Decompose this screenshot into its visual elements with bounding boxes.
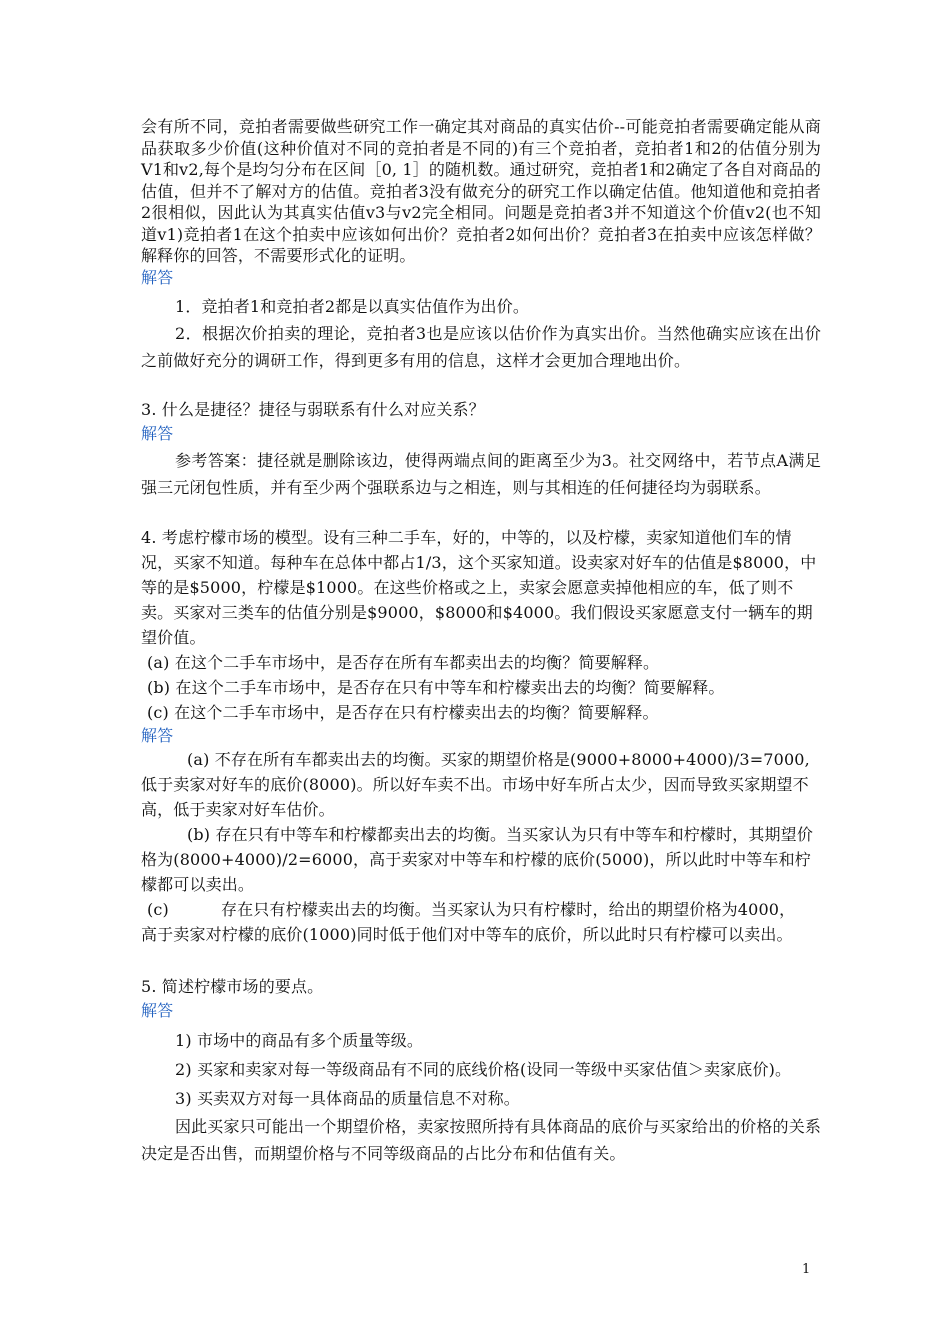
q4-sub-b: (b) 在这个二手车市场中，是否存在只有中等车和柠檬卖出去的均衡？简要解释。 — [147, 677, 725, 697]
answer-label: 解答 — [141, 1000, 174, 1020]
q4-answer-a: (a) 不存在所有车都卖出去的均衡。买家的期望价格是(9000+8000+4000)/3=7000, 低于卖家对好车的底价(8000)。所以好车卖不出。市场中好车所占太少，因而导致买家期望不高，低于卖家对好车估价。 — [141, 749, 810, 819]
q4-question: 4. 考虑柠檬市场的模型。设有三种二手车，好的，中等的，以及柠檬，卖家知道他们车的情况，买家不知道。每种车在总体中都占1/3，这个买家知道。设卖家对好车的估值是$8000，中等的是$5000，柠檬是$1000。在这些价格或之上，卖家会愿意卖掉他相应的车，低了则不卖。买家对三类车的估值分别是$9000，$8000和$4000。我们假设买家愿意支付一辆车的期望价值。 — [141, 527, 817, 647]
q3-answer: 参考答案：捷径就是删除该边，使得两端点间的距离至少为3。社交网络中，若节点A满足强三元闭包性质，并有至少两个强联系边与之相连，则与其相连的任何捷径均为弱联系。 — [141, 450, 821, 497]
q4-answer-c-line2: 高于卖家对柠檬的底价(1000)同时低于他们对中等车的底价，所以此时只有柠檬可以卖出。 — [141, 924, 793, 944]
q5-item-3: 3) 买卖双方对每一具体商品的质量信息不对称。 — [175, 1088, 520, 1108]
q2-question-text: 会有所不同，竞拍者需要做些研究工作一确定其对商品的真实估价--可能竞拍者需要确定能从商品获取多少价值(这种价值对不同的竞拍者是不同的)有三个竞拍者，竞拍者1和2的估值分别为V1和v2,每个是均匀分布在区间［0, 1］的随机数。通过研究，竞拍者1和2确定了各自对商品的估值，但并不了解对方的估值。竞拍者3没有做充分的研究工作以确定估值。他知道他和竞拍者2很相似，因此认为其真实估值v3与v2完全相同。问题是竞拍者3并不知道这个价值v2(也不知道v1)竞拍者1在这个拍卖中应该如何出价？竞拍者2如何出价？竞拍者3在拍卖中应该怎样做？解释你的回答，不需要形式化的证明。 — [141, 117, 821, 265]
page-number: 1 — [802, 1262, 811, 1277]
q2-answer-2: 2．根据次价拍卖的理论，竞拍者3也是应该以估价作为真实出价。当然他确实应该在出价之前做好充分的调研工作，得到更多有用的信息，这样才会更加合理地出价。 — [141, 323, 821, 370]
q5-conclusion: 因此买家只可能出一个期望价格，卖家按照所持有具体商品的底价与买家给出的价格的关系决定是否出售，而期望价格与不同等级商品的占比分布和估值有关。 — [141, 1116, 822, 1163]
q4-answer-b: (b) 存在只有中等车和柠檬都卖出去的均衡。当买家认为只有中等车和柠檬时，其期望价格为(8000+4000)/2=6000，高于卖家对中等车和柠檬的底价(5000)，所以此时中等车和柠檬都可以卖出。 — [141, 824, 813, 894]
q4-answer-c-label: (c) — [147, 899, 169, 919]
q5-item-1: 1) 市场中的商品有多个质量等级。 — [175, 1030, 424, 1050]
answer-label: 解答 — [141, 423, 174, 443]
q4-sub-c: (c) 在这个二手车市场中，是否存在只有柠檬卖出去的均衡？简要解释。 — [147, 702, 659, 722]
document-body — [141, 116, 821, 1167]
q5-item-2: 2) 买家和卖家对每一等级商品有不同的底线价格(设同一等级中买家估值＞卖家底价)。 — [175, 1059, 792, 1079]
q4-answer-c-text: 存在只有柠檬卖出去的均衡。当买家认为只有柠檬时，给出的期望价格为4000， — [221, 899, 796, 919]
q4-sub-a: (a) 在这个二手车市场中，是否存在所有车都卖出去的均衡？简要解释。 — [147, 652, 660, 672]
q2-answer-1: 1．竞拍者1和竞拍者2都是以真实估值作为出价。 — [175, 296, 529, 316]
answer-label: 解答 — [141, 725, 174, 745]
q3-question: 3. 什么是捷径？捷径与弱联系有什么对应关系？ — [141, 399, 485, 419]
answer-label: 解答 — [141, 267, 174, 287]
q4-answer-c-line1 — [141, 897, 821, 922]
q5-question: 5. 简述柠檬市场的要点。 — [141, 976, 324, 996]
